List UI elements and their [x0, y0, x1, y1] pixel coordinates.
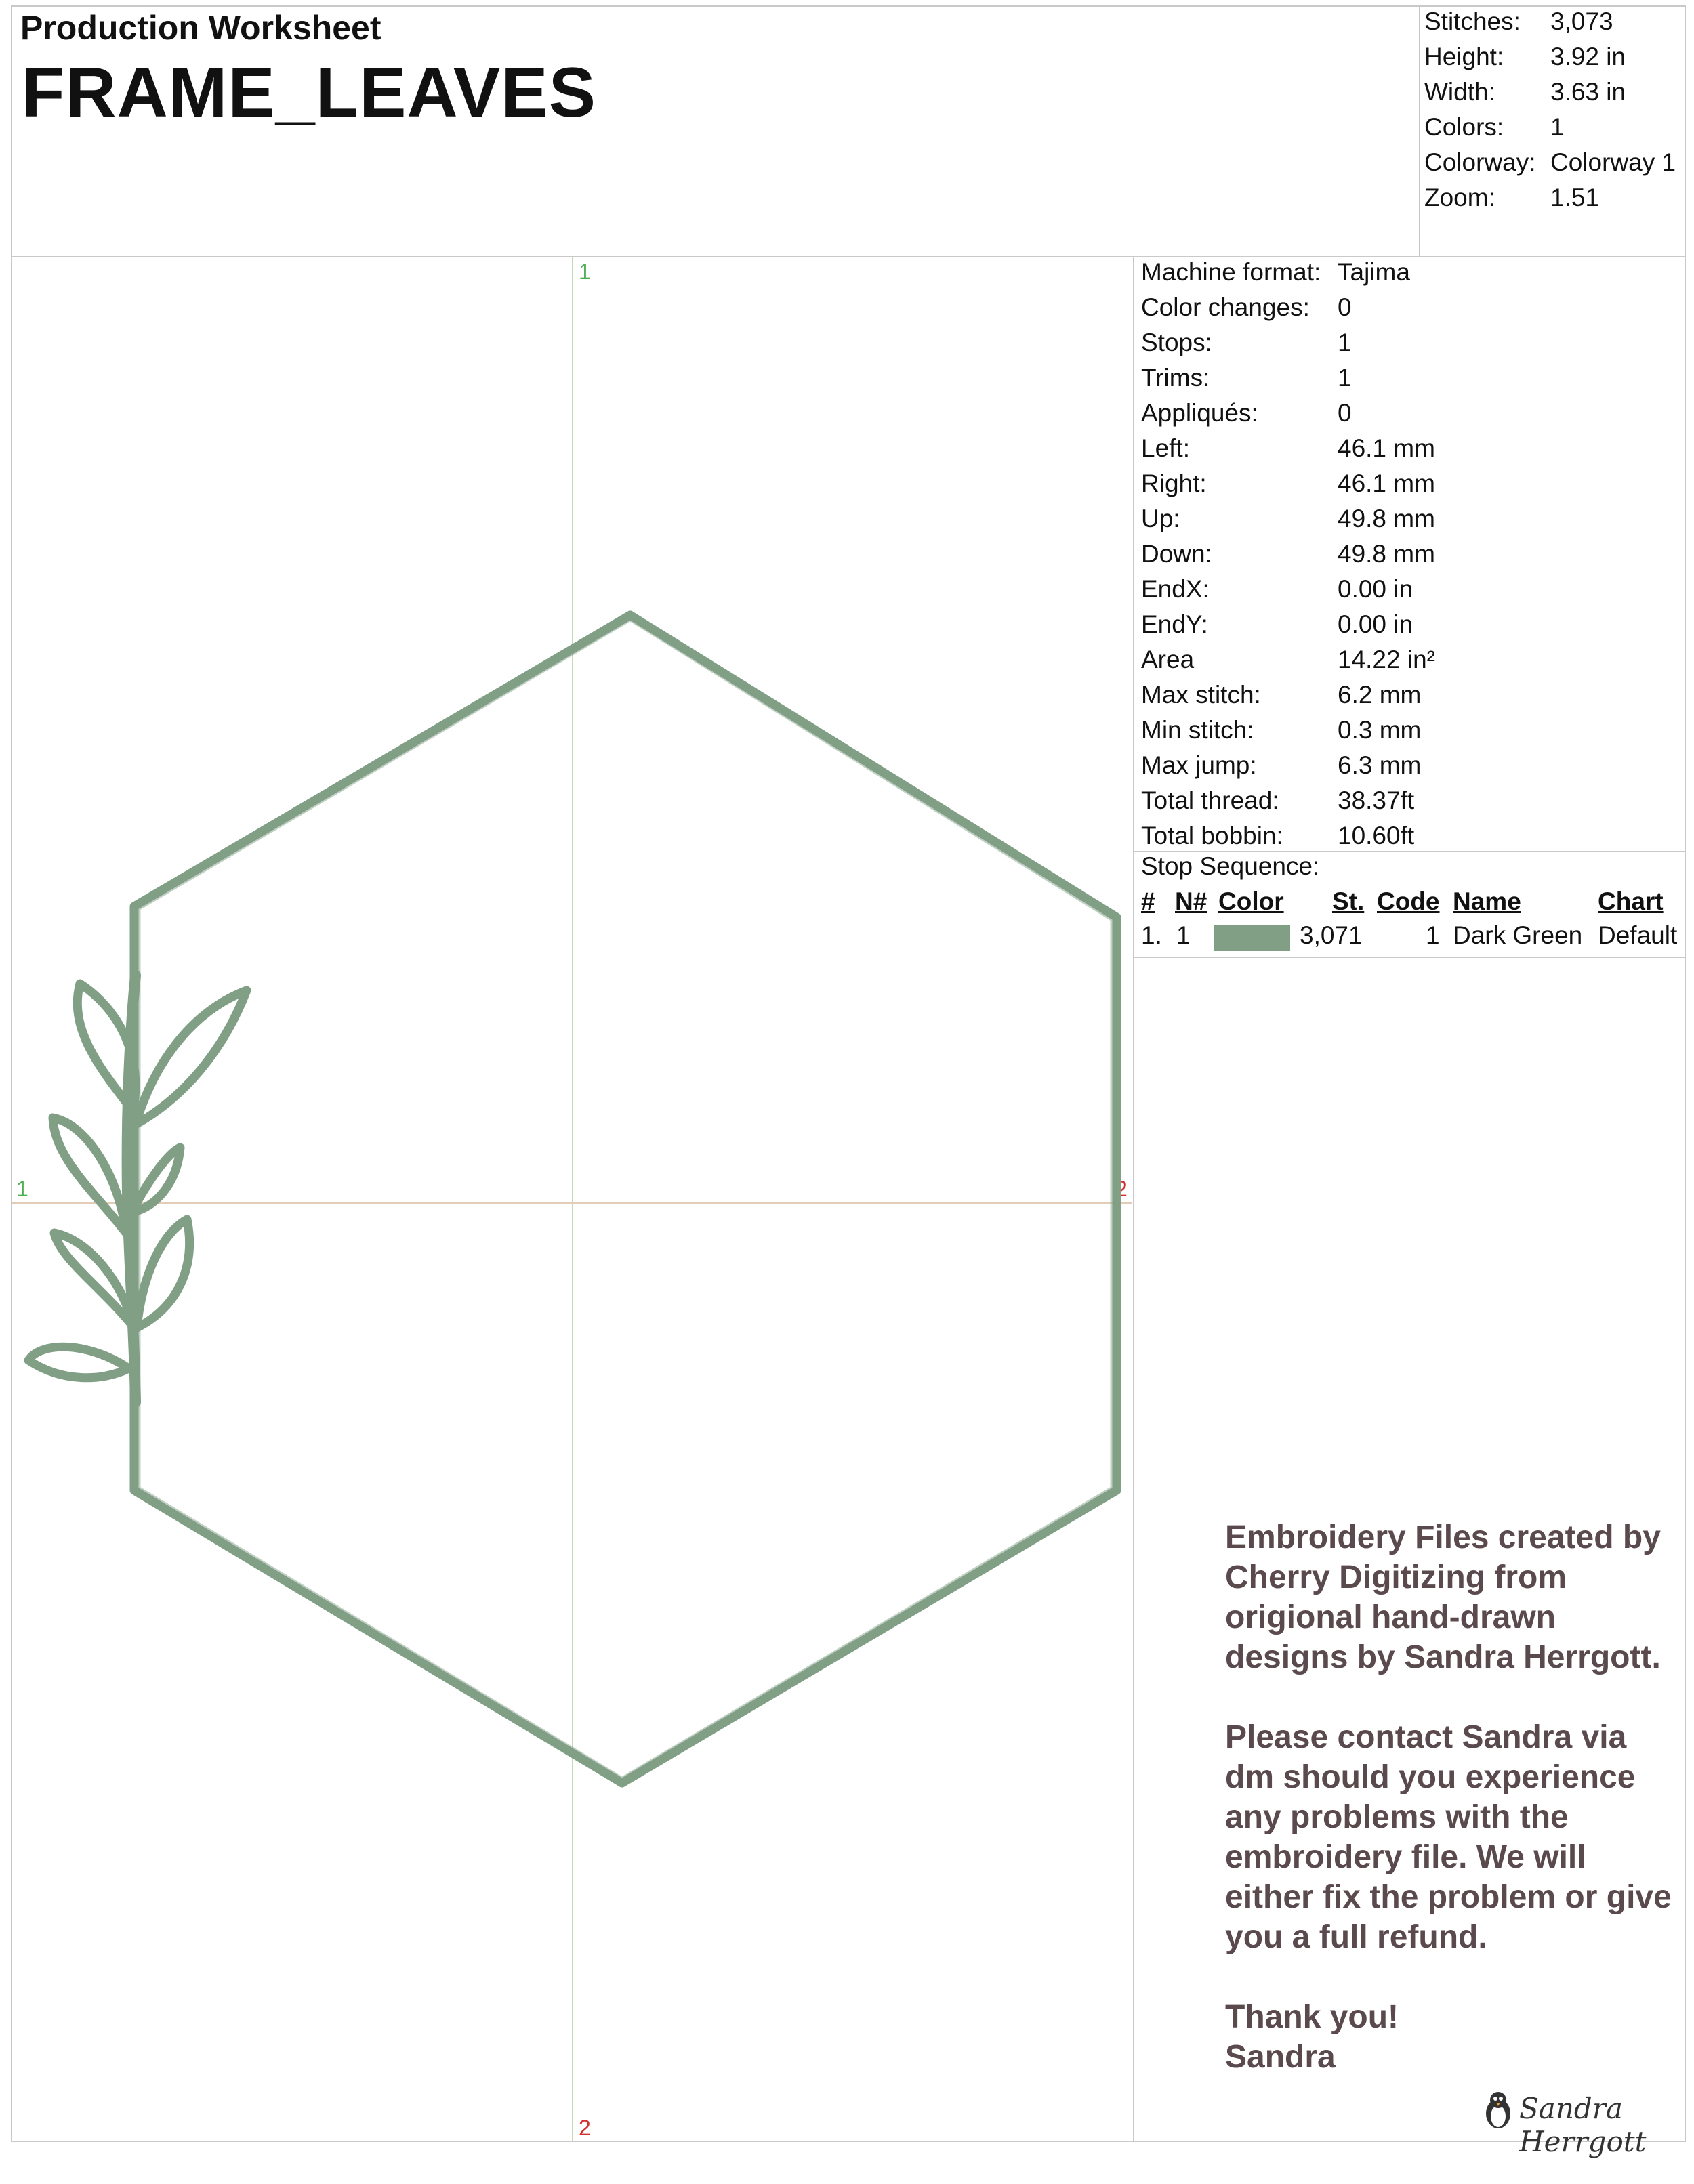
stat-row — [1424, 39, 1689, 75]
note-paragraph-1: Embroidery Files created by Cherry Digitizing from origional hand-drawn designs by Sandra Herrgott. — [1225, 1519, 1661, 1675]
page-title: Production Worksheet — [20, 9, 381, 47]
header-divider — [1419, 5, 1420, 257]
stat-label: Machine format: — [1141, 258, 1321, 286]
stat-value: Tajima — [1338, 258, 1410, 286]
stat-value: 46.1 mm — [1338, 469, 1435, 497]
stat-row — [1141, 818, 1670, 854]
col-header-num: # — [1141, 887, 1155, 915]
stat-value: 6.2 mm — [1338, 681, 1422, 709]
stat-value: 1 — [1338, 364, 1352, 392]
stat-value: 6.3 mm — [1338, 751, 1422, 779]
stat-label: Total thread: — [1141, 786, 1279, 814]
stat-value: 14.22 in² — [1338, 646, 1435, 673]
stat-row — [1141, 396, 1670, 431]
stat-label: Trims: — [1141, 364, 1210, 392]
col-header-name: Name — [1453, 887, 1521, 915]
stat-row — [1141, 713, 1670, 748]
col-header-stitches: St. — [1332, 887, 1365, 915]
axis-label-top: 1 — [579, 259, 591, 284]
creator-note — [1225, 1517, 1672, 2077]
penguin-icon — [1480, 2088, 1516, 2131]
stop-sequence — [1141, 852, 1683, 955]
stat-row — [1141, 466, 1670, 501]
stat-label: EndX: — [1141, 575, 1210, 603]
body-divider — [1133, 256, 1134, 2142]
stat-value: 49.8 mm — [1338, 540, 1435, 568]
stat-value: 46.1 mm — [1338, 434, 1435, 462]
stat-label: Max stitch: — [1141, 681, 1261, 709]
leaf-top-right — [136, 990, 247, 1125]
stat-value: 10.60ft — [1338, 822, 1415, 849]
axis-label-left: 1 — [16, 1177, 28, 1201]
stat-value: 49.8 mm — [1338, 505, 1435, 532]
axis-label-right: 2 — [1115, 1177, 1128, 1201]
stat-value: 1.51 — [1550, 184, 1600, 211]
stat-value: Colorway 1 — [1550, 148, 1676, 176]
note-signoff: Sandra — [1225, 2039, 1336, 2075]
stat-value: 3.92 in — [1550, 43, 1626, 70]
stat-row — [1424, 145, 1689, 180]
table-row — [1141, 920, 1683, 955]
stat-label: EndY: — [1141, 610, 1208, 638]
stat-label: Color changes: — [1141, 293, 1310, 321]
stat-label: Total bobbin: — [1141, 822, 1283, 849]
col-header-needle: N# — [1175, 887, 1207, 915]
stat-label: Colorway: — [1424, 148, 1536, 176]
note-paragraph-2: Please contact Sandra via dm should you experience any problems with the embroidery file. We will either fix the problem or give you a full refund. — [1225, 1719, 1672, 1955]
stat-value: 0.3 mm — [1338, 716, 1422, 744]
stop-sequence-title: Stop Sequence: — [1141, 852, 1320, 880]
stat-row — [1424, 4, 1689, 39]
row-code: 1 — [1426, 921, 1440, 949]
leaf-bottom — [28, 1347, 129, 1377]
signature-text: Sandra Herrgott — [1519, 2092, 1647, 2158]
signature-logo — [1480, 2086, 1663, 2158]
row-needle: 1 — [1176, 921, 1191, 949]
note-thanks — [1225, 1997, 1672, 2077]
stat-row — [1141, 537, 1670, 572]
axis-label-bottom: 2 — [579, 2116, 591, 2140]
design-preview — [12, 257, 1132, 2141]
stat-label: Up: — [1141, 505, 1180, 532]
stat-label: Down: — [1141, 540, 1212, 568]
stat-label: Area — [1141, 646, 1195, 673]
hexagon-frame — [134, 615, 1117, 1783]
stat-row — [1424, 75, 1689, 110]
stat-label: Right: — [1141, 469, 1207, 497]
col-header-code: Code — [1377, 887, 1440, 915]
stat-value: 0 — [1338, 293, 1352, 321]
sequence-divider — [1133, 957, 1686, 958]
leaf-low-right — [137, 1219, 190, 1328]
stat-row — [1141, 290, 1670, 325]
stat-value: 1 — [1338, 329, 1352, 356]
stat-row — [1424, 110, 1689, 145]
stat-label: Width: — [1424, 78, 1495, 106]
stat-label: Min stitch: — [1141, 716, 1254, 744]
leaf-low-left — [54, 1233, 134, 1328]
stat-value: 3.63 in — [1550, 78, 1626, 106]
summary-stats — [1424, 4, 1689, 221]
row-num: 1. — [1141, 921, 1162, 949]
row-chart: Default — [1598, 921, 1678, 949]
stat-row — [1141, 748, 1670, 783]
note-thanks-line: Thank you! — [1225, 1999, 1399, 2035]
stat-row — [1141, 607, 1670, 642]
stat-label: Appliqués: — [1141, 399, 1258, 427]
stat-value: 0.00 in — [1338, 610, 1413, 638]
stat-value: 1 — [1550, 113, 1565, 141]
stat-row — [1141, 677, 1670, 713]
stat-label: Colors: — [1424, 113, 1504, 141]
row-name: Dark Green — [1453, 921, 1583, 949]
stat-row — [1141, 572, 1670, 607]
stat-label: Zoom: — [1424, 184, 1495, 211]
stat-row — [1141, 360, 1670, 396]
stat-row — [1141, 325, 1670, 360]
color-swatch — [1214, 925, 1290, 951]
stat-value: 0.00 in — [1338, 575, 1413, 603]
hexagon-frame-inner — [140, 621, 1111, 1778]
stat-value: 0 — [1338, 399, 1352, 427]
stat-label: Left: — [1141, 434, 1190, 462]
design-name: FRAME_LEAVES — [22, 54, 596, 132]
stat-value: 38.37ft — [1338, 786, 1415, 814]
col-header-chart: Chart — [1598, 887, 1664, 915]
stat-row — [1141, 255, 1670, 290]
stat-row — [1141, 501, 1670, 537]
stat-row — [1141, 431, 1670, 466]
stat-row — [1141, 642, 1670, 677]
stat-label: Height: — [1424, 43, 1504, 70]
machine-stats — [1141, 255, 1670, 854]
stat-row — [1141, 783, 1670, 818]
col-header-color: Color — [1218, 887, 1284, 915]
stat-row — [1424, 180, 1689, 215]
stat-label: Stitches: — [1424, 7, 1521, 35]
leaf-mid-left — [53, 1118, 126, 1233]
stat-value: 3,073 — [1550, 7, 1613, 35]
stat-label: Stops: — [1141, 329, 1212, 356]
row-stitches: 3,071 — [1300, 921, 1363, 949]
stat-label: Max jump: — [1141, 751, 1257, 779]
